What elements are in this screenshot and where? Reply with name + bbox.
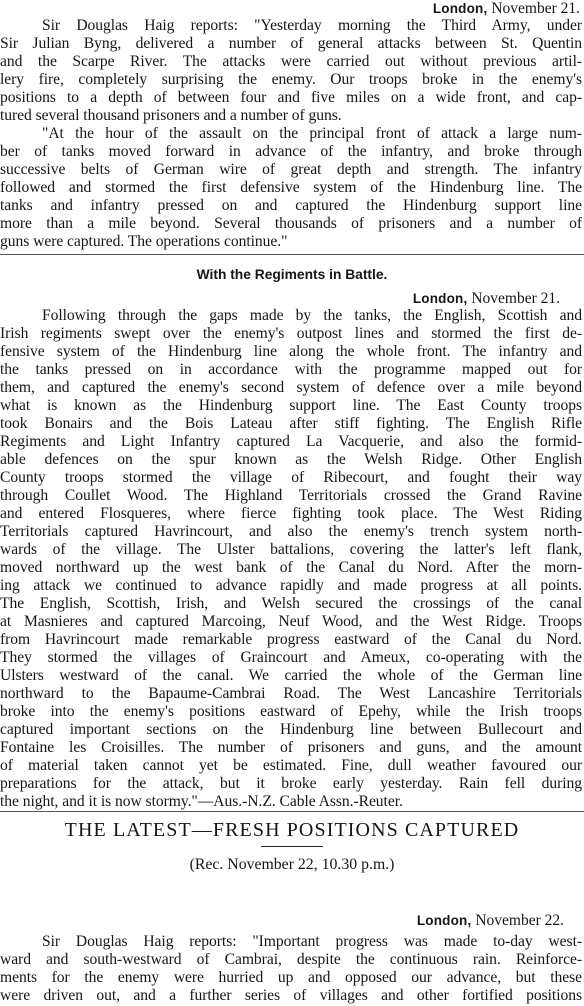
text-line: Fontaine les Croisilles. The number of prisoners and guns, and the amount — [0, 739, 582, 756]
received-line: (Rec. November 22, 10.30 p.m.) — [189, 856, 395, 873]
text-line: followed and stormed the first defensive system of the Hindenburg line. The — [0, 179, 582, 196]
text-line: them, and captured the enemy's second system of defence over a mile beyond — [0, 379, 582, 396]
text-line: successive belts of German wire of great depth and strength. The infantry — [0, 161, 582, 178]
text-line: lery fire, completely surprising the enemy. Our troops broke in the enemy's — [0, 71, 582, 88]
text-line: and the Scarpe River. The attacks were carried out without previous artil- — [0, 53, 582, 70]
text-line: They stormed the villages of Graincourt and Ameux, co-operating with the — [0, 649, 582, 666]
text-line: Irish regiments swept over the enemy's outpost lines and stormed the first de- — [0, 325, 582, 342]
dateline — [433, 0, 580, 17]
text-line: tanks and infantry pressed on and captured the Hindenburg support line — [0, 197, 582, 214]
text-line: at Masnieres and captured Marcoing, Neuf Wood, and the West Ridge. Troops — [0, 613, 582, 630]
dateline-place: London, — [416, 913, 472, 928]
text-line: guns were captured. The operations continue." — [0, 233, 288, 250]
text-line: the tanks pressed on in accordance with the programme mapped out for — [0, 361, 582, 378]
text-line: northward to the Bapaume-Cambrai Road. The West Lancashire Territorials — [0, 685, 582, 702]
dateline-date: November 21. — [491, 0, 580, 17]
text-line: took Bonairs and the Bois Lateau after stiff fighting. The English Rifle — [0, 415, 582, 432]
text-line: moved northward up the west bank of the Canal du Nord. After the morn- — [0, 559, 582, 576]
text-line: "At the hour of the assault on the principal front of attack a large num- — [42, 125, 582, 142]
text-line: Sir Douglas Haig reports: "Yesterday morning the Third Army, under — [42, 17, 582, 34]
text-line: ber of tanks moved forward in advance of the infantry, and broke through — [0, 143, 582, 160]
text-line: were driven out, and a further series of villages and other fortified positions — [0, 987, 582, 1004]
dateline-place: London, — [432, 1, 488, 16]
text-line: ments for the enemy were hurried up and opposed our advance, but these — [0, 969, 582, 986]
dateline — [413, 290, 560, 307]
text-line: able defences on the spur known as the Welsh Ridge. Other English — [0, 451, 582, 468]
text-line: of material taken cannot yet be estimated. Fine, dull weather favoured our — [0, 757, 582, 774]
text-line: County troops stormed the village of Ribecourt, and fought their way — [0, 469, 582, 486]
dateline — [417, 912, 564, 929]
text-line: ward and south-westward of Cambrai, despite the continuous rain. Reinforce- — [0, 951, 582, 968]
dateline-date: November 22. — [475, 912, 564, 929]
subheading: With the Regiments in Battle. — [196, 267, 388, 282]
text-line: from Havrincourt made remarkable progress eastward of the Canal du Nord. — [0, 631, 582, 648]
text-line: wards of the village. The Ulster battalions, covering the latter's left flank, — [0, 541, 582, 558]
text-line: Sir Douglas Haig reports: "Important progress was made to-day west- — [42, 933, 582, 950]
text-line: Regiments and Light Infantry captured La Vacquerie, and also the formid- — [0, 433, 582, 450]
text-line: captured important sections on the Hindenburg line between Bullecourt and — [0, 721, 582, 738]
text-line: Sir Julian Byng, delivered a number of general attacks between St. Quentin — [0, 35, 582, 52]
text-line: Ulsters westward of the canal. We carried the whole of the German line — [0, 667, 582, 684]
headline: THE LATEST—FRESH POSITIONS CAPTURED — [64, 819, 520, 841]
text-line: the night, and it is now stormy."—Aus.-N.Z. Cable Assn.-Reuter. — [0, 793, 403, 810]
text-line: ing attack we continued to advance rapidly and made progress at all points. — [0, 577, 582, 594]
text-line: more than a mile beyond. Several thousands of prisoners and a number of — [0, 215, 582, 232]
text-line: what is known as the Hindenburg support line. The East County troops — [0, 397, 582, 414]
column-rule — [0, 811, 584, 812]
short-rule — [261, 846, 323, 847]
dateline-place: London, — [412, 291, 468, 306]
text-line: Following through the gaps made by the tanks, the English, Scottish and — [42, 307, 582, 324]
text-line: and entered Flosqueres, where fierce fighting took place. The West Riding — [0, 505, 582, 522]
text-line: fensive system of the Hindenburg line along the whole front. The infantry and — [0, 343, 582, 360]
text-line: tured several thousand prisoners and a number of guns. — [0, 107, 342, 124]
text-line: positions to a depth of between four and five miles on a wide front, and cap- — [0, 89, 582, 106]
text-line: preparations for the attack, but it broke early yesterday. Rain fell during — [0, 775, 582, 792]
text-line: through Coullet Wood. The Highland Territorials crossed the Grand Ravine — [0, 487, 582, 504]
column-rule — [0, 254, 584, 255]
text-line: The English, Scottish, Irish, and Welsh secured the crossings of the canal — [0, 595, 582, 612]
text-line: Territorials captured Havrincourt, and also the enemy's trench system north- — [0, 523, 582, 540]
text-line: broke into the enemy's positions eastward of Epehy, while the Irish troops — [0, 703, 582, 720]
dateline-date: November 21. — [471, 290, 560, 307]
